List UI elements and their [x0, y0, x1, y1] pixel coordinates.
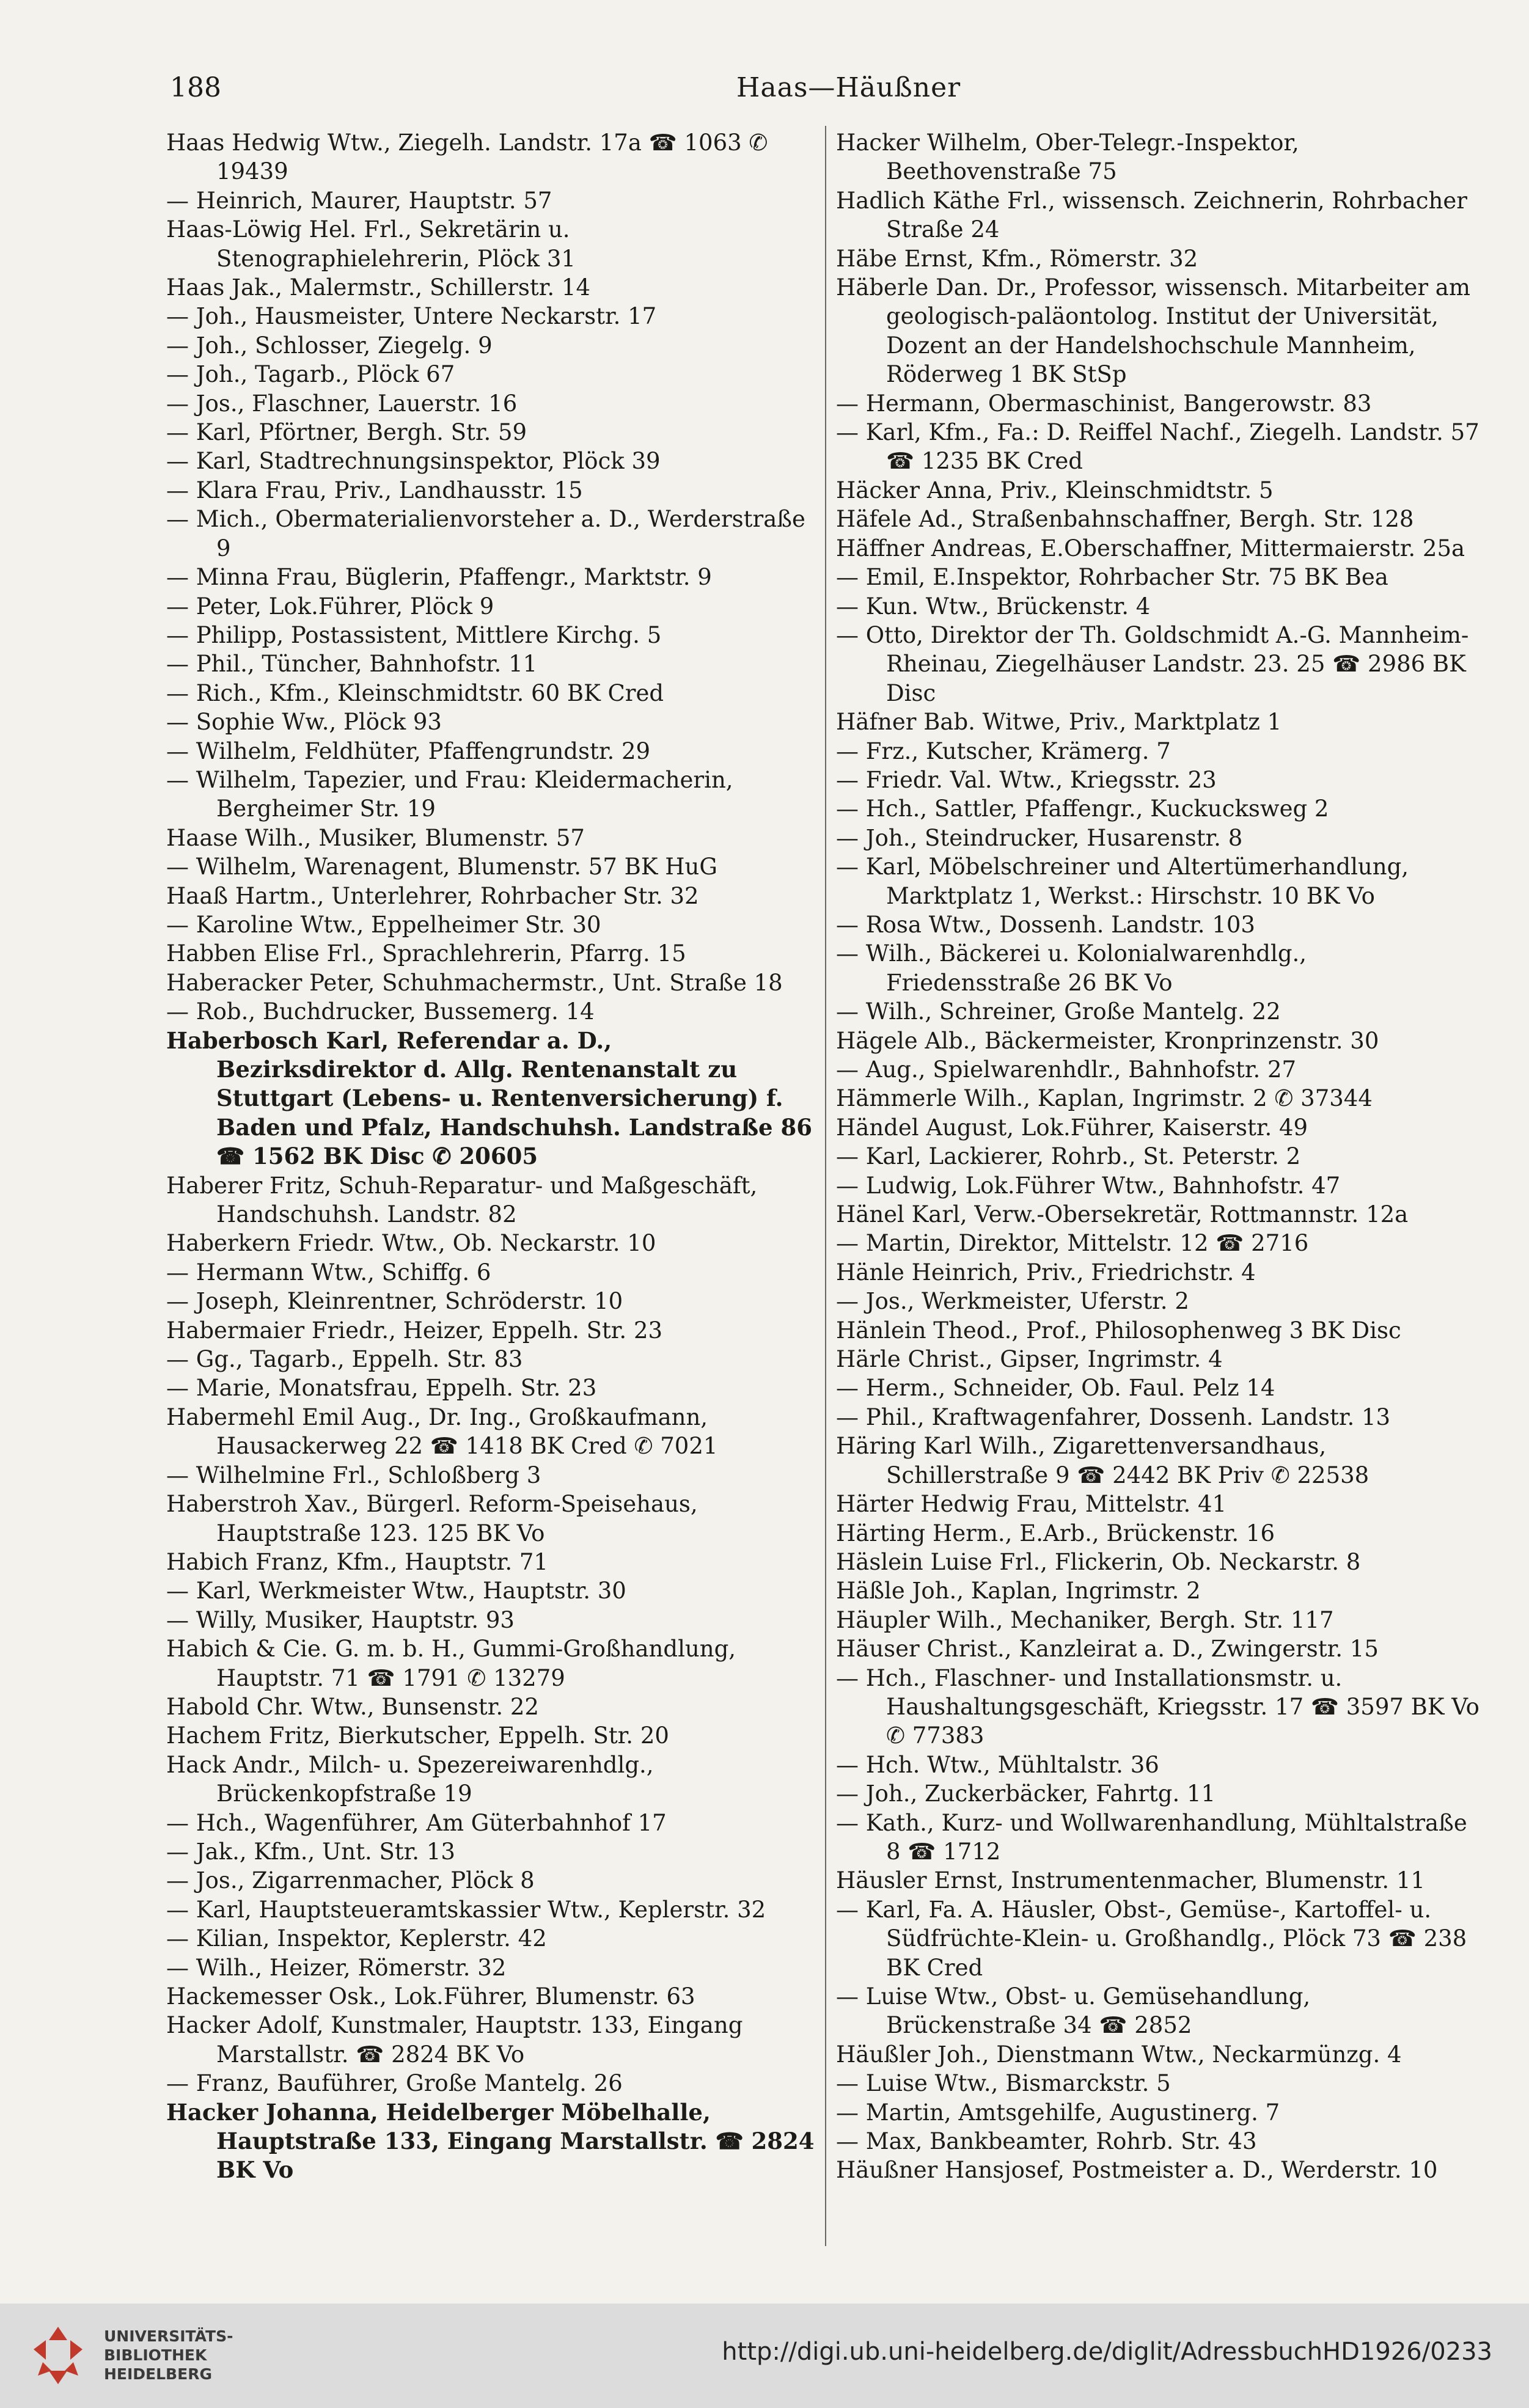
directory-entry: — Phil., Tüncher, Bahnhofstr. 11 — [166, 651, 538, 678]
directory-entry: — Kilian, Inspektor, Keplerstr. 42 — [166, 1925, 547, 1952]
directory-entry: Hacker Wilhelm, Ober-Telegr.-Inspektor, Beethovenstraße 75 — [836, 130, 1307, 185]
directory-entry: Hänel Karl, Verw.-Obersekretär, Rottmannstr. 12a — [836, 1201, 1409, 1228]
directory-entry: Haaß Hartm., Unterlehrer, Rohrbacher Str. 32 — [166, 882, 699, 909]
directory-entry: — Joh., Steindrucker, Husarenstr. 8 — [836, 824, 1243, 851]
directory-entry: — Wilh., Schreiner, Große Mantelg. 22 — [836, 998, 1281, 1025]
directory-entry: Haberstroh Xav., Bürgerl. Reform-Speisehaus, Hauptstraße 123. 125 BK Vo — [166, 1491, 705, 1546]
directory-entry: Hadlich Käthe Frl., wissensch. Zeichnerin, Rohrbacher Straße 24 — [836, 187, 1475, 243]
library-name-line: UNIVERSITÄTS- — [104, 2327, 233, 2345]
directory-entry: Härting Herm., E.Arb., Brückenstr. 16 — [836, 1520, 1275, 1546]
directory-entry: — Wilhelmine Frl., Schloßberg 3 — [166, 1462, 541, 1488]
directory-entry: Häuser Christ., Kanzleirat a. D., Zwingerstr. 15 — [836, 1636, 1379, 1663]
directory-entry: — Jos., Werkmeister, Uferstr. 2 — [836, 1288, 1189, 1315]
directory-entry: Häffner Andreas, E.Oberschaffner, Mittermaierstr. 25a — [836, 535, 1465, 562]
directory-entry: — Max, Bankbeamter, Rohrb. Str. 43 — [836, 2128, 1257, 2155]
directory-entry: — Philipp, Postassistent, Mittlere Kirchg. 5 — [166, 621, 662, 648]
directory-entry: Haberacker Peter, Schuhmachermstr., Unt. Straße 18 — [166, 969, 783, 996]
directory-entry: — Jos., Flaschner, Lauerstr. 16 — [166, 390, 518, 417]
directory-entry: Hänle Heinrich, Priv., Friedrichstr. 4 — [836, 1259, 1256, 1286]
directory-entry: Habich Franz, Kfm., Hauptstr. 71 — [166, 1548, 548, 1575]
directory-entry: — Mich., Obermaterialienvorsteher a. D., Werderstraße 9 — [166, 506, 813, 562]
directory-entry: — Willy, Musiker, Hauptstr. 93 — [166, 1606, 515, 1633]
directory-entry: — Karl, Stadtrechnungsinspektor, Plöck 39 — [166, 448, 661, 475]
directory-entry: Häußner Hansjosef, Postmeister a. D., Werderstr. 10 — [836, 2157, 1438, 2184]
directory-entry: Haas Hedwig Wtw., Ziegelh. Landstr. 17a ☎ 1063 ✆ 19439 — [166, 130, 776, 185]
directory-entry: — Rob., Buchdrucker, Bussemerg. 14 — [166, 998, 595, 1025]
directory-entry: Hacker Adolf, Kunstmaler, Hauptstr. 133, Eingang Marstallstr. ☎ 2824 BK Vo — [166, 2012, 750, 2068]
directory-entry: Haase Wilh., Musiker, Blumenstr. 57 — [166, 824, 585, 851]
directory-entry: — Minna Frau, Büglerin, Pfaffengr., Marktstr. 9 — [166, 564, 712, 591]
directory-entry: — Rich., Kfm., Kleinschmidtstr. 60 BK Cred — [166, 679, 664, 706]
directory-entry: — Gg., Tagarb., Eppelh. Str. 83 — [166, 1346, 523, 1373]
directory-entry: — Kun. Wtw., Brückenstr. 4 — [836, 593, 1151, 620]
directory-entry: Haas-Löwig Hel. Frl., Sekretärin u. Stenographielehrerin, Plöck 31 — [166, 216, 578, 272]
directory-entry: — Phil., Kraftwagenfahrer, Dossenh. Landstr. 13 — [836, 1403, 1391, 1430]
directory-entry: — Friedr. Val. Wtw., Kriegsstr. 23 — [836, 766, 1217, 793]
library-name-line: BIBLIOTHEK — [104, 2346, 207, 2364]
directory-entry: Häfner Bab. Witwe, Priv., Marktplatz 1 — [836, 709, 1282, 736]
directory-entry: Häbe Ernst, Kfm., Römerstr. 32 — [836, 245, 1198, 272]
directory-entry: — Emil, E.Inspektor, Rohrbacher Str. 75 BK Bea — [836, 564, 1388, 591]
directory-entry: — Karl, Möbelschreiner und Altertümerhandlung, Marktplatz 1, Werkst.: Hirschstr. 10 BK Vo — [836, 854, 1416, 909]
directory-entry: Habermaier Friedr., Heizer, Eppelh. Str. 23 — [166, 1317, 663, 1344]
directory-entry: — Rosa Wtw., Dossenh. Landstr. 103 — [836, 911, 1255, 938]
directory-entry: Hack Andr., Milch- u. Spezereiwarenhdlg., Brückenkopfstraße 19 — [166, 1751, 661, 1807]
directory-entry: Häcker Anna, Priv., Kleinschmidtstr. 5 — [836, 477, 1274, 503]
directory-entry: — Hch., Wagenführer, Am Güterbahnhof 17 — [166, 1809, 667, 1836]
directory-entry: Habben Elise Frl., Sprachlehrerin, Pfarrg. 15 — [166, 940, 686, 967]
directory-entry: Haas Jak., Malermstr., Schillerstr. 14 — [166, 274, 591, 301]
directory-entry: Hämmerle Wilh., Kaplan, Ingrimstr. 2 ✆ 37344 — [836, 1085, 1373, 1112]
directory-entry: — Hermann, Obermaschinist, Bangerowstr. 83 — [836, 390, 1372, 417]
directory-entry: — Jos., Zigarrenmacher, Plöck 8 — [166, 1867, 535, 1894]
directory-entry: — Heinrich, Maurer, Hauptstr. 57 — [166, 187, 552, 214]
library-name — [104, 2327, 233, 2384]
directory-entry: — Joseph, Kleinrentner, Schröderstr. 10 — [166, 1288, 623, 1315]
directory-entry: — Kath., Kurz- und Wollwarenhandlung, Mühltalstraße 8 ☎ 1712 — [836, 1809, 1475, 1865]
directory-entry: — Martin, Amtsgehilfe, Augustinerg. 7 — [836, 2099, 1280, 2126]
directory-entry: — Karoline Wtw., Eppelheimer Str. 30 — [166, 911, 601, 938]
directory-entry: — Sophie Ww., Plöck 93 — [166, 709, 442, 736]
directory-entry: — Karl, Hauptsteueramtskassier Wtw., Keplerstr. 32 — [166, 1896, 766, 1923]
right-column — [836, 128, 1487, 2185]
directory-entry: — Klara Frau, Priv., Landhausstr. 15 — [166, 477, 583, 503]
page-number: 188 — [170, 72, 221, 103]
directory-entry: Häupler Wilh., Mechaniker, Bergh. Str. 117 — [836, 1606, 1334, 1633]
directory-entry: Hackemesser Osk., Lok.Führer, Blumenstr. 63 — [166, 1983, 695, 2010]
column-divider — [825, 126, 826, 2246]
directory-entry: — Wilh., Bäckerei u. Kolonialwarenhdlg., Friedensstraße 26 BK Vo — [836, 940, 1314, 996]
directory-entry: — Hch., Flaschner- und Installationsmstr. u. Haushaltungsgeschäft, Kriegsstr. 17 ☎ 3597 BK Vo ✆ 77383 — [836, 1664, 1487, 1749]
directory-entry: Häberle Dan. Dr., Professor, wissensch. Mitarbeiter am geologisch-paläontolog. Institut der Universität, Dozent an der Handelshochschule Mannheim, Röderweg 1 BK StSp — [836, 274, 1478, 388]
directory-entry: Häring Karl Wilh., Zigarettenversandhaus, Schillerstraße 9 ☎ 2442 BK Priv ✆ 22538 — [836, 1433, 1370, 1488]
directory-entry: Hägele Alb., Bäckermeister, Kronprinzenstr. 30 — [836, 1027, 1379, 1054]
directory-entry: Häslein Luise Frl., Flickerin, Ob. Neckarstr. 8 — [836, 1548, 1361, 1575]
directory-entry: — Herm., Schneider, Ob. Faul. Pelz 14 — [836, 1375, 1275, 1402]
directory-entry: — Martin, Direktor, Mittelstr. 12 ☎ 2716 — [836, 1230, 1309, 1257]
directory-entry: Häußler Joh., Dienstmann Wtw., Neckarmünzg. 4 — [836, 2041, 1402, 2068]
directory-entry: — Frz., Kutscher, Krämerg. 7 — [836, 737, 1171, 764]
directory-entry: — Karl, Lackierer, Rohrb., St. Peterstr. 2 — [836, 1143, 1301, 1170]
directory-entry: Härle Christ., Gipser, Ingrimstr. 4 — [836, 1346, 1223, 1373]
directory-entry: Händel August, Lok.Führer, Kaiserstr. 49 — [836, 1114, 1308, 1141]
directory-entry: Habermehl Emil Aug., Dr. Ing., Großkaufmann, Hausackerweg 22 ☎ 1418 BK Cred ✆ 7021 — [166, 1403, 718, 1460]
directory-entry: — Joh., Tagarb., Plöck 67 — [166, 361, 455, 388]
directory-entry: Härter Hedwig Frau, Mittelstr. 41 — [836, 1491, 1227, 1518]
directory-entry: Habold Chr. Wtw., Bunsenstr. 22 — [166, 1693, 539, 1720]
source-url[interactable]: http://digi.ub.uni-heidelberg.de/diglit/AdressbuchHD1926/0233 — [722, 2338, 1492, 2366]
directory-entry: — Jak., Kfm., Unt. Str. 13 — [166, 1838, 455, 1865]
directory-entry: — Ludwig, Lok.Führer Wtw., Bahnhofstr. 47 — [836, 1172, 1341, 1199]
library-footer — [0, 2304, 1529, 2408]
directory-entry: Haberbosch Karl, Referendar a. D., Bezirksdirektor d. Allg. Rentenanstalt zu Stuttgart (Lebens- u. Rentenversicherung) f. Baden und Pfalz, Handschuhsh. Landstraße 86 ☎ 1562 BK Disc ✆ 20605 — [166, 1027, 820, 1170]
directory-entry: — Luise Wtw., Obst- u. Gemüsehandlung, Brückenstraße 34 ☎ 2852 — [836, 1983, 1318, 2039]
directory-entry: — Hermann Wtw., Schiffg. 6 — [166, 1259, 491, 1286]
directory-entry: Häfele Ad., Straßenbahnschaffner, Bergh. Str. 128 — [836, 506, 1414, 533]
directory-entry: Hacker Johanna, Heidelberger Möbelhalle, Hauptstraße 133, Eingang Marstallstr. ☎ 2824 BK Vo — [166, 2098, 823, 2184]
directory-entry: — Luise Wtw., Bismarckstr. 5 — [836, 2070, 1171, 2097]
directory-entry: — Hch. Wtw., Mühltalstr. 36 — [836, 1751, 1159, 1778]
left-column — [166, 128, 823, 2185]
directory-entry: — Franz, Bauführer, Große Mantelg. 26 — [166, 2070, 623, 2097]
directory-entry: Häßle Joh., Kaplan, Ingrimstr. 2 — [836, 1578, 1201, 1605]
directory-entry: Habich & Cie. G. m. b. H., Gummi-Großhandlung, Hauptstr. 71 ☎ 1791 ✆ 13279 — [166, 1636, 743, 1691]
directory-entry: Haberer Fritz, Schuh-Reparatur- und Maßgeschäft, Handschuhsh. Landstr. 82 — [166, 1172, 765, 1228]
directory-entry: — Joh., Hausmeister, Untere Neckarstr. 17 — [166, 303, 657, 330]
directory-entry: — Wilh., Heizer, Römerstr. 32 — [166, 1954, 507, 1981]
directory-entry: — Hch., Sattler, Pfaffengr., Kuckucksweg 2 — [836, 796, 1329, 822]
directory-entry: — Joh., Zuckerbäcker, Fahrtg. 11 — [836, 1780, 1216, 1807]
running-headword: Haas—Häußner — [736, 72, 961, 103]
directory-entry: — Karl, Kfm., Fa.: D. Reiffel Nachf., Ziegelh. Landstr. 57 ☎ 1235 BK Cred — [836, 419, 1487, 475]
directory-entry: — Otto, Direktor der Th. Goldschmidt A.-G. Mannheim-Rheinau, Ziegelhäuser Landstr. 23. 25 ☎ 2986 BK Disc — [836, 621, 1473, 706]
directory-entry: — Karl, Werkmeister Wtw., Hauptstr. 30 — [166, 1578, 626, 1605]
directory-entry: Haberkern Friedr. Wtw., Ob. Neckarstr. 10 — [166, 1230, 656, 1257]
directory-entry: Häusler Ernst, Instrumentenmacher, Blumenstr. 11 — [836, 1867, 1425, 1894]
directory-entry: Hänlein Theod., Prof., Philosophenweg 3 BK Disc — [836, 1317, 1401, 1344]
directory-entry: — Aug., Spielwarenhdlr., Bahnhofstr. 27 — [836, 1056, 1297, 1083]
directory-entry: — Karl, Fa. A. Häusler, Obst-, Gemüse-, Kartoffel- u. Südfrüchte-Klein- u. Großhandlg., Plöck 73 ☎ 238 BK Cred — [836, 1896, 1474, 1981]
directory-entry: — Wilhelm, Tapezier, und Frau: Kleidermacherin, Bergheimer Str. 19 — [166, 766, 741, 822]
directory-entry: — Wilhelm, Feldhüter, Pfaffengrundstr. 29 — [166, 737, 651, 764]
directory-entry: — Marie, Monatsfrau, Eppelh. Str. 23 — [166, 1375, 597, 1402]
directory-entry: — Wilhelm, Warenagent, Blumenstr. 57 BK HuG — [166, 854, 717, 880]
directory-entry: — Peter, Lok.Führer, Plöck 9 — [166, 593, 494, 620]
directory-entry: — Karl, Pförtner, Bergh. Str. 59 — [166, 419, 527, 446]
directory-entry: Hachem Fritz, Bierkutscher, Eppelh. Str. 20 — [166, 1722, 669, 1749]
library-name-line: HEIDELBERG — [104, 2365, 212, 2383]
university-library-logo — [24, 2322, 92, 2389]
directory-entry: — Joh., Schlosser, Ziegelg. 9 — [166, 332, 493, 359]
